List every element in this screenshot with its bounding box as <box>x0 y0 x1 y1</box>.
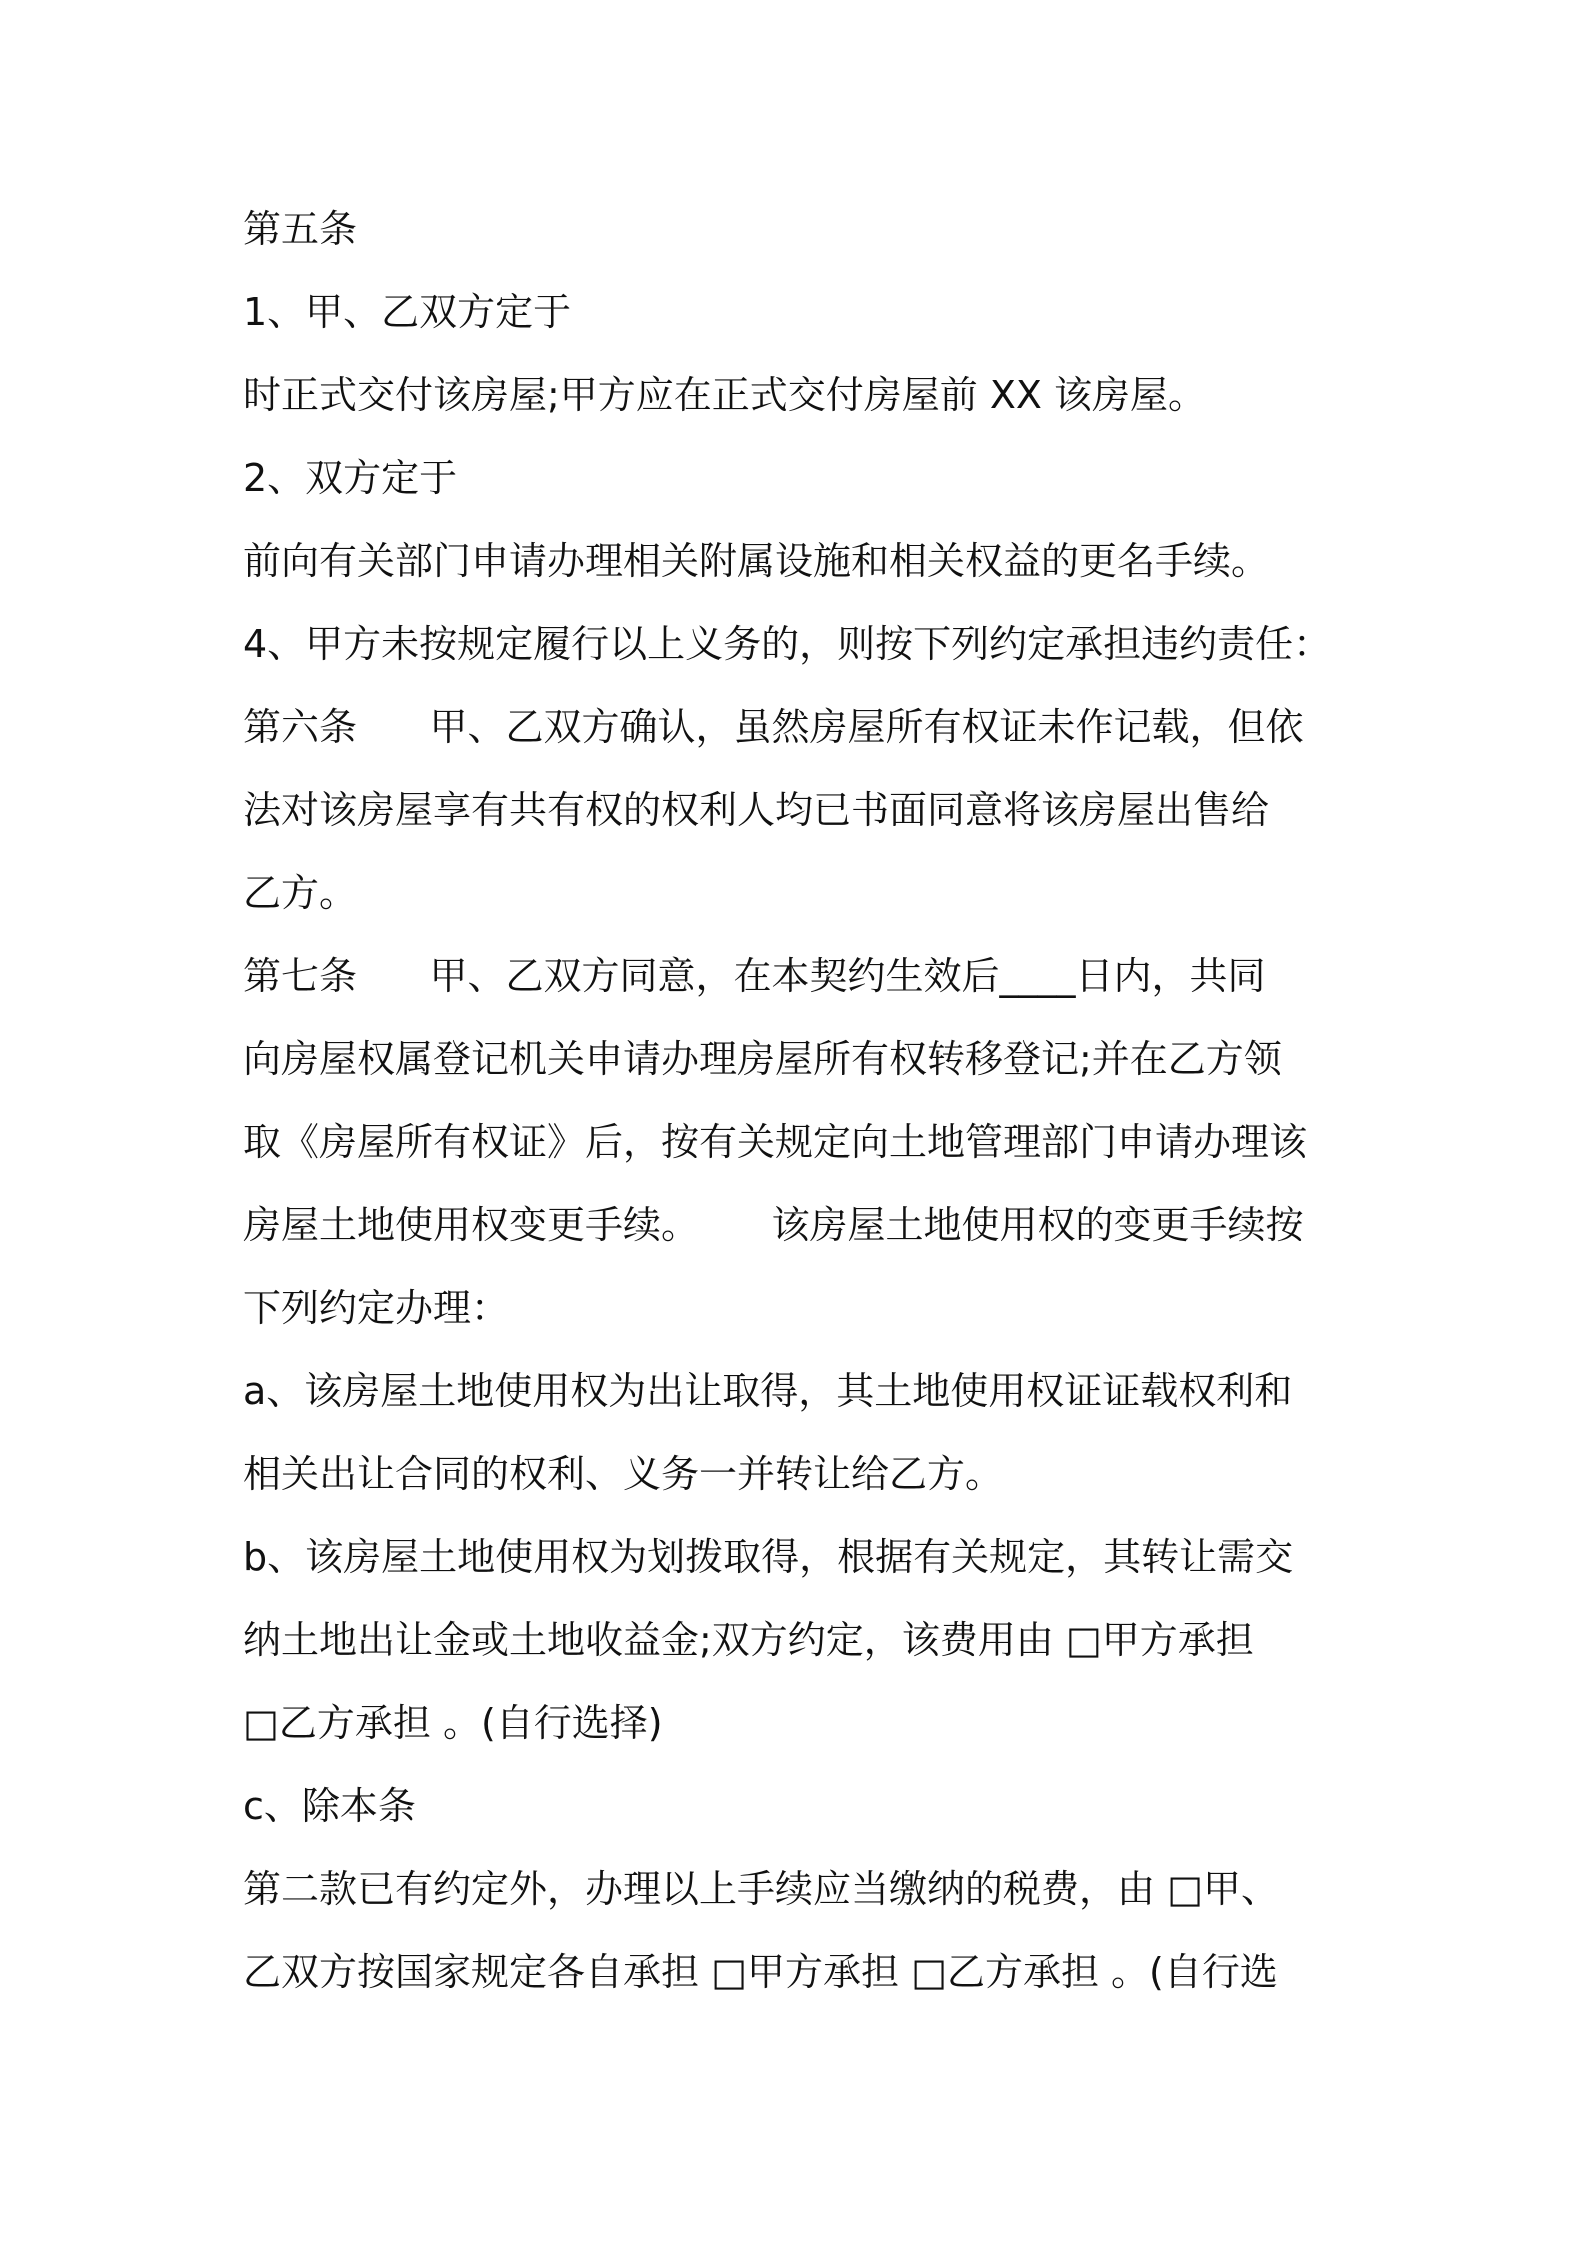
contract-text <box>243 198 1363 2024</box>
text-line: 2、双方定于 <box>243 456 458 500</box>
text-line: 法对该房屋享有共有权的权利人均已书面同意将该房屋出售给 <box>243 788 1270 832</box>
text-line: 相关出让合同的权利、义务一并转让给乙方。 <box>243 1452 1004 1496</box>
text-line: □乙方承担 。(自行选择) <box>243 1701 663 1745</box>
text-line: 乙方。 <box>243 871 358 915</box>
clause-b-line: b、该房屋土地使用权为划拨取得，根据有关规定，其转让需交 <box>243 1535 1294 1579</box>
article-7-line: 第七条 甲、乙双方同意，在本契约生效后____日内，共同 <box>243 954 1266 998</box>
text-line: 取《房屋所有权证》后，按有关规定向土地管理部门申请办理该 <box>243 1120 1308 1164</box>
article-6-line: 第六条 甲、乙双方确认，虽然房屋所有权证未作记载，但依 <box>243 705 1304 749</box>
text-line: 下列约定办理： <box>243 1286 510 1330</box>
text-line: 乙双方按国家规定各自承担 □甲方承担 □乙方承担 。(自行选 <box>243 1950 1278 1994</box>
text-line: 1、甲、乙双方定于 <box>243 290 572 334</box>
text-line: 时正式交付该房屋;甲方应在正式交付房屋前 XX 该房屋。 <box>243 373 1207 417</box>
text-line: 纳土地出让金或土地收益金;双方约定，该费用由 □甲方承担 <box>243 1618 1254 1662</box>
text-line: 4、甲方未按规定履行以上义务的，则按下列约定承担违约责任： <box>243 622 1332 666</box>
text-line: 第二款已有约定外，办理以上手续应当缴纳的税费，由 □甲、 <box>243 1867 1279 1911</box>
clause-c-line: c、除本条 <box>243 1784 416 1828</box>
article-5-heading: 第五条 <box>243 207 358 251</box>
clause-a-line: a、该房屋土地使用权为出让取得，其土地使用权证证载权利和 <box>243 1369 1293 1413</box>
text-line: 前向有关部门申请办理相关附属设施和相关权益的更名手续。 <box>243 539 1270 583</box>
text-line: 向房屋权属登记机关申请办理房屋所有权转移登记;并在乙方领 <box>243 1037 1282 1081</box>
text-line: 房屋土地使用权变更手续。 该房屋土地使用权的变更手续按 <box>243 1203 1304 1247</box>
